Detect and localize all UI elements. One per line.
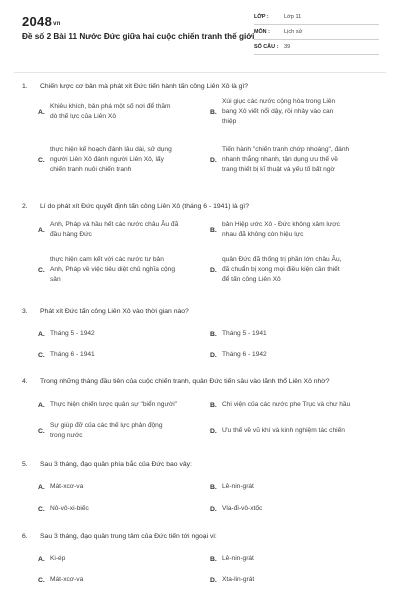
option-letter: D. xyxy=(210,156,217,164)
question-text: 1. Chiến lược cơ bản mà phát xít Đức tiến hành tấn công Liên Xô là gì? xyxy=(22,83,249,90)
meta-value: Lịch sử xyxy=(284,29,303,35)
option-letter: C. xyxy=(38,156,45,164)
question-6 xyxy=(22,532,382,584)
page-title: Đề số 2 Bài 11 Nước Đức giữa hai cuộc chiến tranh thế giới xyxy=(22,32,255,41)
question-5 xyxy=(22,460,382,513)
option-letter: D. xyxy=(210,351,217,359)
question-text: 5. Sau 3 tháng, đạo quân phía bắc của Đức bao vây: xyxy=(22,461,192,468)
option-4a[interactable] xyxy=(38,400,208,410)
option-1b[interactable] xyxy=(210,97,380,127)
option-3a[interactable] xyxy=(38,329,208,339)
option-text: Sự giúp đỡ của các thế lực phản động trong nước xyxy=(50,422,163,439)
option-6a[interactable] xyxy=(38,554,208,564)
option-3d[interactable] xyxy=(210,350,380,360)
option-letter: A. xyxy=(38,483,45,491)
option-letter: A. xyxy=(38,555,45,563)
option-text: Nô-vô-xi-biếc xyxy=(50,505,89,512)
question-3 xyxy=(22,307,382,359)
option-text: Xúi giục các nước cộng hòa trong Liên bang Xô viết nổi dậy, rồi nhảy vào can thiệp xyxy=(222,98,336,125)
option-letter: D. xyxy=(210,576,217,584)
meta-row-class xyxy=(254,10,379,25)
option-4d[interactable] xyxy=(210,426,380,436)
option-4c[interactable] xyxy=(38,421,208,441)
option-5b[interactable] xyxy=(210,482,380,492)
meta-label: SỐ CÂU : xyxy=(254,44,279,50)
option-letter: A. xyxy=(38,226,45,234)
option-text: Ưu thế về vũ khí và kinh nghiệm tác chiến xyxy=(222,427,345,434)
option-letter: B. xyxy=(210,330,217,338)
option-1a[interactable] xyxy=(38,102,208,122)
option-1d[interactable] xyxy=(210,145,380,175)
option-text: Lê-nin-grát xyxy=(222,483,254,490)
question-2 xyxy=(22,202,382,283)
option-1c[interactable] xyxy=(38,145,208,175)
option-text: Mát-xcơ-va xyxy=(50,576,84,583)
option-text: Khiêu khích, bản phá một số nơi để thăm dò thế lực của Liên Xô xyxy=(50,103,171,120)
question-1 xyxy=(22,82,382,173)
option-2b[interactable] xyxy=(210,220,380,240)
header-divider xyxy=(14,72,386,73)
option-letter: C. xyxy=(38,266,45,274)
meta-label: LỚP : xyxy=(254,14,269,20)
option-letter: C. xyxy=(38,351,45,359)
option-text: thực hiện cam kết với các nước tư bản Anh, Pháp về việc tiêu diệt chủ nghĩa cộng sản xyxy=(50,256,176,283)
meta-row-subject xyxy=(254,25,379,40)
option-letter: C. xyxy=(38,427,45,435)
option-text: Thực hiện chiến lược quân sự "biển người" xyxy=(50,401,178,408)
question-text: 4. Trong những tháng đầu tiên của cuộc chiến tranh, quân Đức tiến sâu vào lãnh thổ Liên Xô nhờ? xyxy=(22,378,330,385)
option-letter: D. xyxy=(210,266,217,274)
option-text: Mát-xcơ-va xyxy=(50,483,84,490)
option-text: Tháng 6 - 1941 xyxy=(50,351,95,358)
meta-label: MÔN : xyxy=(254,29,270,35)
question-text: 6. Sau 3 tháng, đạo quân trung tâm của Đức tiến tới ngoại vi: xyxy=(22,533,217,540)
meta-row-count xyxy=(254,40,379,55)
option-letter: D. xyxy=(210,505,217,513)
question-text: 3. Phát xít Đức tấn công Liên Xô vào thời gian nào? xyxy=(22,308,189,315)
option-text: Anh, Pháp và hầu hết các nước châu Âu đã đầu hàng Đức xyxy=(50,221,179,238)
option-text: bản Hiệp ước Xô - Đức không xâm lược nhau đã không còn hiệu lực xyxy=(222,221,340,238)
option-text: thực hiện kế hoạch đánh lâu dài, sử dụng người Liên Xô đánh người Liên Xô, lấy chiến tranh nuôi chiến tranh xyxy=(50,146,172,173)
question-4 xyxy=(22,377,382,439)
option-6c[interactable] xyxy=(38,575,208,585)
option-letter: A. xyxy=(38,330,45,338)
option-text: Tháng 5 - 1941 xyxy=(222,330,267,337)
option-3b[interactable] xyxy=(210,329,380,339)
option-letter: A. xyxy=(38,401,45,409)
option-letter: B. xyxy=(210,401,217,409)
option-letter: C. xyxy=(38,505,45,513)
option-6d[interactable] xyxy=(210,575,380,585)
option-letter: C. xyxy=(38,576,45,584)
option-text: Xta-lin-grát xyxy=(222,576,255,583)
option-letter: B. xyxy=(210,555,217,563)
option-3c[interactable] xyxy=(38,350,208,360)
option-2a[interactable] xyxy=(38,220,208,240)
option-text: Tiến hành "chiến tranh chớp nhoáng", đánh nhanh thắng nhanh, tận dụng ưu thế về trang thiết bị kĩ thuật và yếu tố bất ngờ xyxy=(222,146,350,173)
option-text: Tháng 5 - 1942 xyxy=(50,330,95,337)
option-letter: B. xyxy=(210,108,217,116)
option-4b[interactable] xyxy=(210,400,380,410)
meta-value: 39 xyxy=(284,44,291,50)
option-text: Chi viện của các nước phe Trục và chư hầu xyxy=(222,401,351,408)
option-text: quân Đức đã thống trị phần lớn châu Âu, đã chuẩn bị xong mọi điều kiện cần thiết để tấn công Liên Xô xyxy=(222,256,342,283)
site-logo[interactable]: 2048vn xyxy=(22,14,61,29)
option-2c[interactable] xyxy=(38,255,208,285)
option-text: Ki-ép xyxy=(50,555,66,562)
option-letter: D. xyxy=(210,427,217,435)
option-5d[interactable] xyxy=(210,504,380,514)
option-text: Lê-nin-grát xyxy=(222,555,254,562)
question-text: 2. Lí do phát xít Đức quyết định tấn công Liên Xô (tháng 6 - 1941) là gì? xyxy=(22,203,249,210)
document-header xyxy=(0,0,400,68)
option-6b[interactable] xyxy=(210,554,380,564)
option-text: Tháng 6 - 1942 xyxy=(222,351,267,358)
option-5a[interactable] xyxy=(38,482,208,492)
option-letter: B. xyxy=(210,226,217,234)
option-letter: B. xyxy=(210,483,217,491)
option-text: Vla-đi-vô-xtốc xyxy=(222,505,263,512)
meta-value: Lớp 11 xyxy=(284,14,302,20)
option-2d[interactable] xyxy=(210,255,380,285)
option-5c[interactable] xyxy=(38,504,208,514)
meta-info xyxy=(254,10,379,55)
option-letter: A. xyxy=(38,108,45,116)
